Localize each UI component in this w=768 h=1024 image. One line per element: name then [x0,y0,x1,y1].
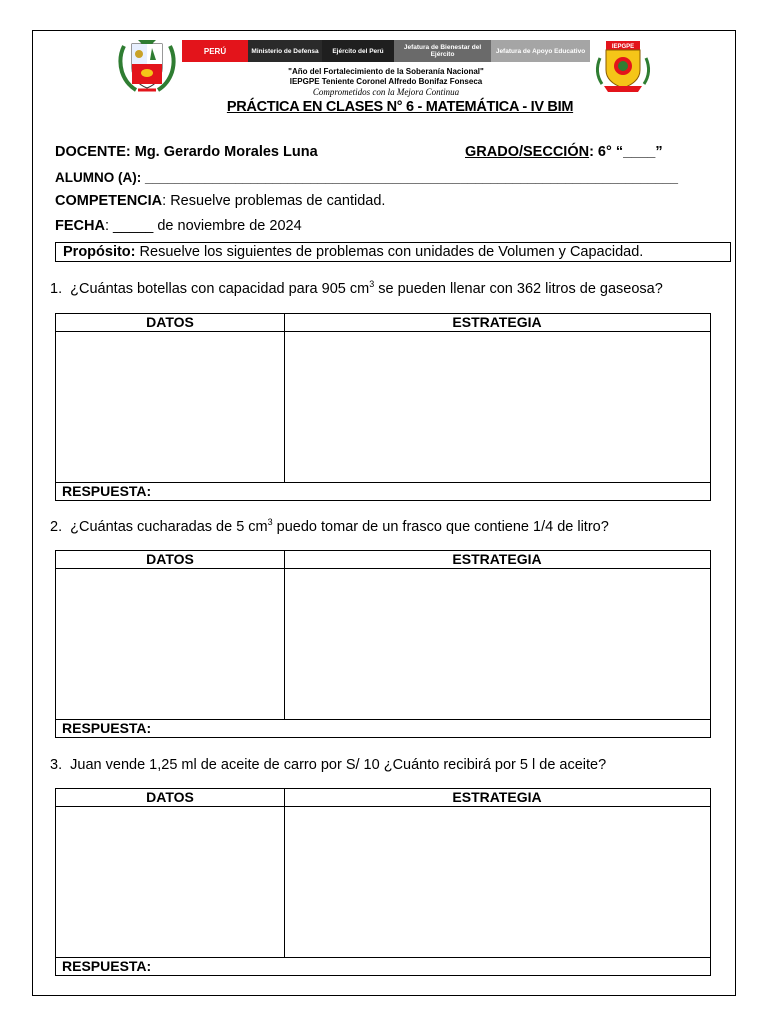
estrategia-header: ESTRATEGIA [452,789,542,805]
column-divider [284,314,285,483]
question-text-end: puedo tomar de un frasco que contiene 1/4 de litro? [272,518,609,535]
competence-label: COMPETENCIA [55,193,163,209]
grade-value: : 6° “____” [589,144,663,160]
question-text: ¿Cuántas cucharadas de 5 cm [70,518,268,535]
question-number: 3. [50,756,63,773]
school-name: IEPGPE Teniente Coronel Alfredo Bonifaz Fonseca [289,77,483,86]
school-tagline: Comprometidos con la Mejora Continua [312,87,460,97]
grade-field [465,144,663,160]
institution-banner [182,40,590,62]
estrategia-header: ESTRATEGIA [452,551,542,567]
datos-header: DATOS [146,789,194,805]
question-text-end: se pueden llenar con 362 litros de gaseosa? [374,280,663,297]
purpose-value: Resuelve los siguientes de problemas con unidades de Volumen y Capacidad. [135,244,644,260]
svg-text:IEPGPE: IEPGPE [611,44,635,50]
question-1 [50,279,663,297]
respuesta-row[interactable]: RESPUESTA: [56,957,710,975]
question-2 [50,517,609,535]
question-superscript: 3 [369,279,375,289]
purpose-box [55,242,731,262]
banner-army: Ejército del Perú [322,40,394,62]
answer-table-1 [55,313,711,501]
question-3 [50,755,606,773]
date-label: FECHA [55,218,105,234]
grade-label: GRADO/SECCIÓN [465,144,590,160]
banner-welfare: Jefatura de Bienestar del Ejército [394,40,491,62]
question-text: ¿Cuántas botellas con capacidad para 905 cm [70,280,370,297]
respuesta-row[interactable]: RESPUESTA: [56,719,710,737]
answer-table-2 [55,550,711,738]
question-superscript: 3 [267,517,273,527]
datos-header: DATOS [146,314,194,330]
date-value: : _____ de noviembre de 2024 [104,218,302,234]
column-divider [284,551,285,720]
banner-ministry: Ministerio de Defensa [248,40,322,62]
datos-header: DATOS [146,551,194,567]
year-motto: "Año del Fortalecimiento de la Soberanía Nacional" [288,67,484,76]
teacher-field: DOCENTE: Mg. Gerardo Morales Luna [55,144,318,160]
question-text: Juan vende 1,25 ml de aceite de carro por S/ 10 ¿Cuánto recibirá por 5 l de aceite? [70,756,607,773]
document-title: PRÁCTICA EN CLASES N° 6 - MATEMÁTICA - IV BIM [226,99,574,115]
school-emblem-logo [592,38,654,94]
question-number: 1. [50,280,63,297]
student-name-line[interactable]: ALUMNO (A): _______________________________________________________________________ [55,170,679,185]
date-field [55,218,302,234]
respuesta-row[interactable]: RESPUESTA: [56,482,710,500]
column-divider [284,789,285,958]
peru-coat-of-arms-logo [114,38,180,94]
purpose-label: Propósito: [63,244,136,260]
answer-table-3 [55,788,711,976]
banner-education: Jefatura de Apoyo Educativo [491,40,590,62]
estrategia-header: ESTRATEGIA [452,314,542,330]
competence-field [55,193,385,209]
banner-peru: PERÚ [182,40,248,62]
question-number: 2. [50,518,63,535]
competence-value: : Resuelve problemas de cantidad. [162,193,386,209]
